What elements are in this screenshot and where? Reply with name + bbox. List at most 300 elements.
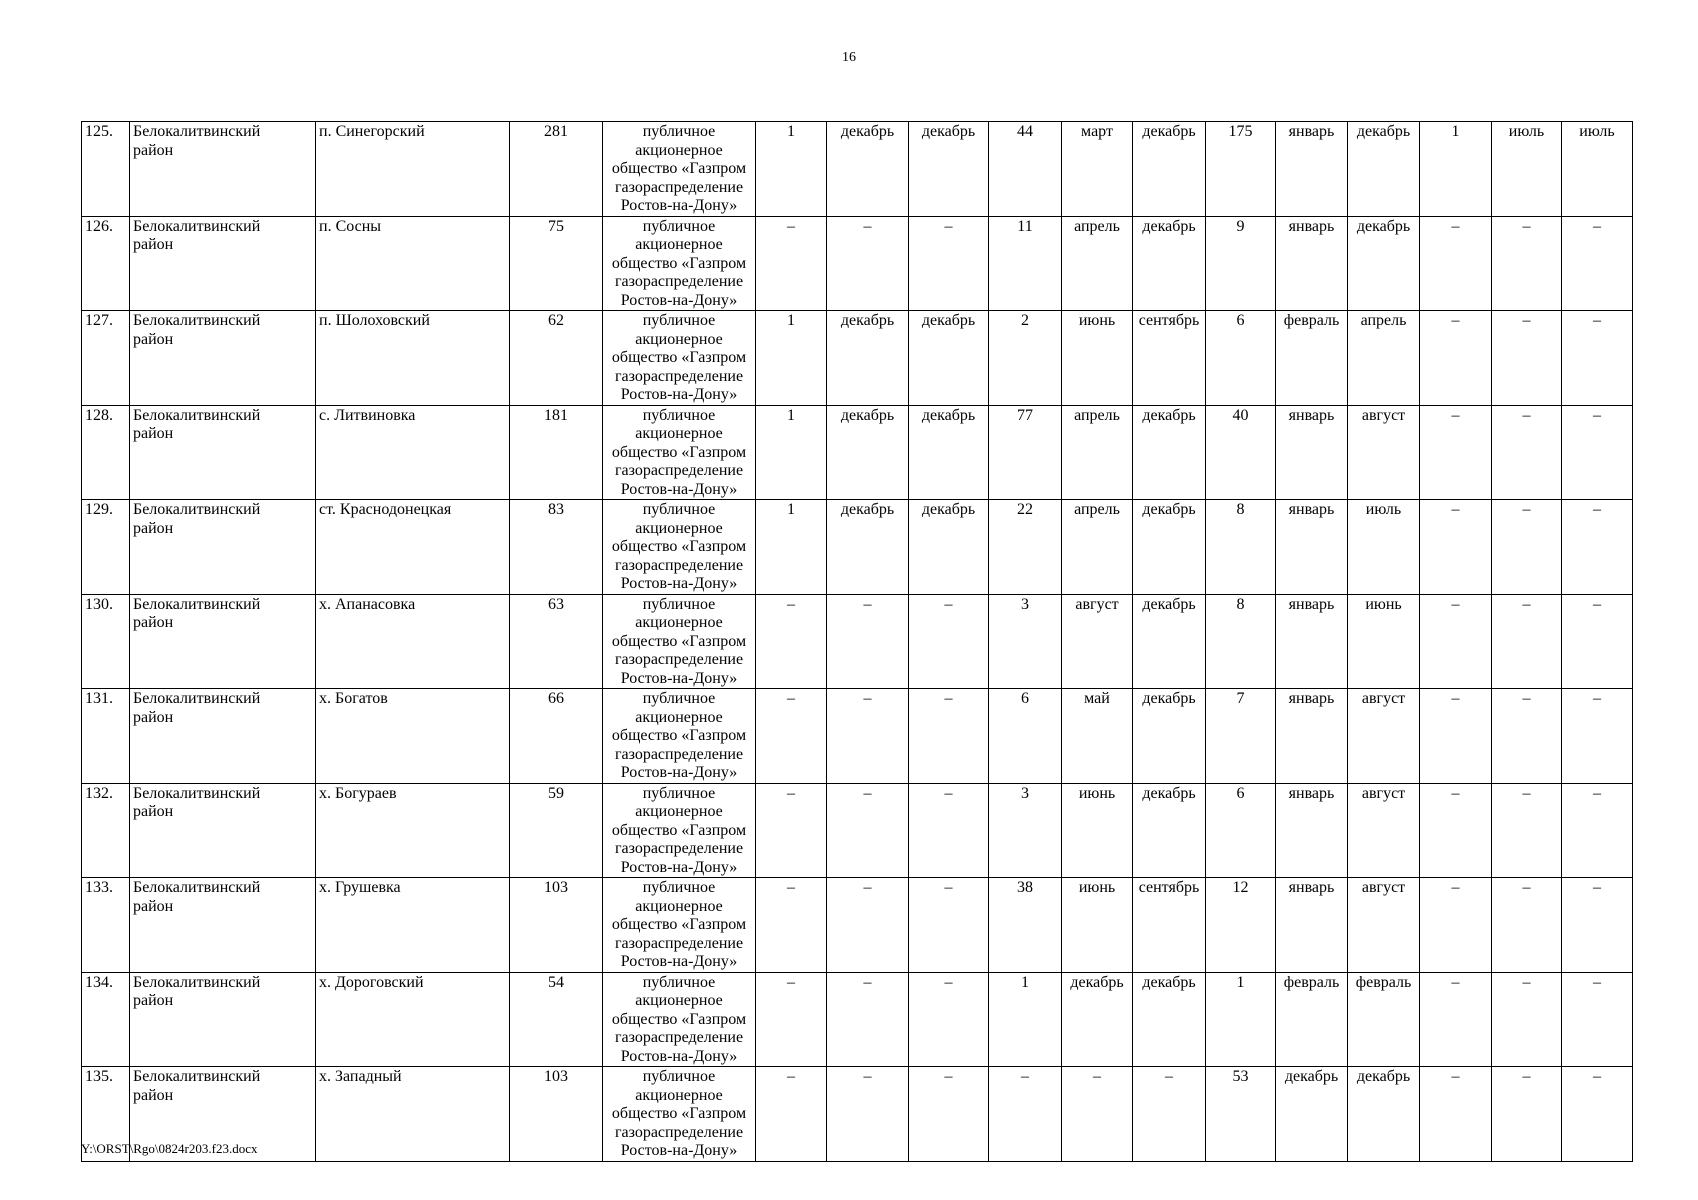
table-row xyxy=(82,500,1633,595)
organization-line: публичное xyxy=(642,595,716,613)
group2-count-cell xyxy=(989,216,1062,311)
group2-count: 38 xyxy=(1017,879,1033,896)
count-cell xyxy=(510,122,603,217)
organization-line: Ростов-на-Дону» xyxy=(620,480,738,498)
group1-end-cell xyxy=(909,405,989,500)
group2-end-month: сентябрь xyxy=(1138,879,1200,896)
group3-end-cell xyxy=(1348,972,1420,1067)
organization-cell xyxy=(603,122,756,217)
locality-name: х. Апанасовка xyxy=(319,595,416,613)
group4-count-cell xyxy=(1420,783,1492,878)
group1-count: 1 xyxy=(787,501,795,518)
group4-end-cell xyxy=(1562,500,1633,595)
group3-start-month: февраль xyxy=(1283,312,1340,329)
organization-line: общество «Газпром xyxy=(611,916,747,933)
group4-start-cell xyxy=(1492,216,1562,311)
organization-line: Ростов-на-Дону» xyxy=(620,386,738,403)
group1-count-cell xyxy=(756,311,827,406)
group4-count-cell xyxy=(1420,405,1492,500)
row-number-cell xyxy=(82,594,130,689)
group2-count: 6 xyxy=(1021,690,1029,707)
group1-start-month: – xyxy=(863,1068,872,1085)
group3-end-month: август xyxy=(1361,406,1406,424)
group2-count: 22 xyxy=(1017,501,1033,518)
organization-line: общество «Газпром xyxy=(611,538,747,555)
group2-end-cell xyxy=(1133,783,1206,878)
row-number-cell xyxy=(82,122,130,217)
table-row xyxy=(82,216,1633,311)
group1-end-cell xyxy=(909,689,989,784)
group4-start-month: – xyxy=(1522,406,1531,424)
group4-end-cell xyxy=(1562,878,1633,973)
row-number: 133. xyxy=(85,879,113,896)
district-suffix: район xyxy=(133,897,174,915)
count-value: 54 xyxy=(548,973,564,991)
group1-count-cell xyxy=(756,405,827,500)
district-cell xyxy=(130,594,316,689)
group4-start-cell xyxy=(1492,122,1562,217)
row-number: 134. xyxy=(85,973,113,991)
organization-cell xyxy=(603,1067,756,1162)
group1-start-month: декабрь xyxy=(840,501,895,518)
group1-end-cell xyxy=(909,311,989,406)
organization-cell xyxy=(603,972,756,1067)
organization-cell xyxy=(603,594,756,689)
group2-end-month: декабрь xyxy=(1142,973,1196,991)
group1-end-month: – xyxy=(944,879,953,896)
count-cell xyxy=(510,972,603,1067)
locality-name: п. Синегорский xyxy=(319,123,425,140)
district-cell xyxy=(130,122,316,217)
table-body xyxy=(82,122,1633,1162)
organization-line: акционерное xyxy=(635,803,723,820)
group2-count-cell xyxy=(989,500,1062,595)
group2-end-cell xyxy=(1133,878,1206,973)
group4-end-cell xyxy=(1562,783,1633,878)
count-value: 62 xyxy=(548,312,564,329)
group3-count: 175 xyxy=(1228,123,1253,140)
group2-count-cell xyxy=(989,1067,1062,1162)
group4-count: 1 xyxy=(1451,123,1460,140)
group1-start-cell xyxy=(827,216,909,311)
group3-end-month: апрель xyxy=(1360,312,1407,329)
group2-end-cell xyxy=(1133,216,1206,311)
group2-end-cell xyxy=(1133,972,1206,1067)
locality-name: ст. Краснодонецкая xyxy=(319,501,452,518)
district-suffix: район xyxy=(133,1086,174,1104)
locality-cell xyxy=(316,122,510,217)
group3-count: 6 xyxy=(1236,784,1245,802)
group4-end-cell xyxy=(1562,972,1633,1067)
group4-count-cell xyxy=(1420,594,1492,689)
locality-name: х. Богураев xyxy=(319,784,397,802)
table-row xyxy=(82,594,1633,689)
group3-end-month: февраль xyxy=(1355,973,1412,991)
organization-line: общество «Газпром xyxy=(611,632,747,650)
organization-line: публичное xyxy=(642,784,716,802)
district-suffix: район xyxy=(133,425,174,442)
count-value: 59 xyxy=(548,784,564,802)
group4-count: – xyxy=(1451,406,1460,424)
group4-count-cell xyxy=(1420,878,1492,973)
group4-start-month: июль xyxy=(1508,123,1545,140)
group4-count-cell xyxy=(1420,689,1492,784)
locality-cell xyxy=(316,689,510,784)
district-name: Белокалитвинский xyxy=(133,595,261,613)
table-row xyxy=(82,689,1633,784)
group4-end-cell xyxy=(1562,311,1633,406)
group4-count: – xyxy=(1451,879,1460,896)
group1-end-month: – xyxy=(944,595,953,613)
group2-start-month: июнь xyxy=(1078,784,1116,802)
group1-count-cell xyxy=(756,878,827,973)
group4-count-cell xyxy=(1420,122,1492,217)
organization-line: газораспределение xyxy=(614,273,744,290)
group2-end-cell xyxy=(1133,122,1206,217)
group2-start-month: июнь xyxy=(1078,312,1116,329)
locality-cell xyxy=(316,783,510,878)
organization-line: газораспределение xyxy=(614,651,744,668)
organization-line: публичное xyxy=(642,879,716,896)
organization-line: акционерное xyxy=(635,897,723,915)
organization-line: общество «Газпром xyxy=(611,1010,747,1028)
group4-start-month: – xyxy=(1522,690,1531,707)
group3-end-month: август xyxy=(1361,690,1406,707)
group1-end-cell xyxy=(909,1067,989,1162)
district-name: Белокалитвинский xyxy=(133,1068,261,1085)
organization-line: публичное xyxy=(642,406,716,424)
table-row xyxy=(82,878,1633,973)
organization-line: Ростов-на-Дону» xyxy=(620,764,738,781)
district-suffix: район xyxy=(133,992,174,1009)
group1-end-month: – xyxy=(944,690,953,707)
organization-line: публичное xyxy=(642,690,716,707)
group4-start-month: – xyxy=(1522,217,1531,235)
group3-end-cell xyxy=(1348,405,1420,500)
group3-count-cell xyxy=(1206,972,1276,1067)
group2-start-month: май xyxy=(1084,690,1110,707)
group1-start-cell xyxy=(827,122,909,217)
district-name: Белокалитвинский xyxy=(133,973,261,991)
organization-cell xyxy=(603,689,756,784)
group2-count: 3 xyxy=(1021,595,1029,613)
group2-start-cell xyxy=(1062,311,1133,406)
group1-count-cell xyxy=(756,783,827,878)
group1-end-month: декабрь xyxy=(921,406,976,424)
group1-start-month: декабрь xyxy=(840,312,895,329)
district-suffix: район xyxy=(133,236,174,253)
district-cell xyxy=(130,405,316,500)
group3-end-cell xyxy=(1348,783,1420,878)
table-row xyxy=(82,122,1633,217)
organization-line: газораспределение xyxy=(614,934,744,952)
row-number: 132. xyxy=(85,784,113,802)
group4-count-cell xyxy=(1420,311,1492,406)
organization-line: Ростов-на-Дону» xyxy=(620,291,738,309)
group4-end-cell xyxy=(1562,122,1633,217)
page-number: 16 xyxy=(842,50,856,65)
group1-count-cell xyxy=(756,594,827,689)
group4-start-month: – xyxy=(1522,973,1531,991)
group3-count-cell xyxy=(1206,216,1276,311)
group1-end-cell xyxy=(909,783,989,878)
group4-start-cell xyxy=(1492,878,1562,973)
group4-end-cell xyxy=(1562,689,1633,784)
group1-end-month: – xyxy=(944,973,953,991)
row-number-cell xyxy=(82,405,130,500)
group4-count: – xyxy=(1451,784,1460,802)
group4-start-cell xyxy=(1492,1067,1562,1162)
group4-end-month: – xyxy=(1593,973,1601,991)
count-cell xyxy=(510,1067,603,1162)
row-number: 128. xyxy=(85,406,113,424)
group3-start-cell xyxy=(1276,594,1348,689)
locality-cell xyxy=(316,594,510,689)
group2-start-cell xyxy=(1062,500,1133,595)
group1-count-cell xyxy=(756,1067,827,1162)
organization-line: газораспределение xyxy=(614,1123,744,1141)
group2-count: 2 xyxy=(1021,312,1029,329)
group4-end-cell xyxy=(1562,405,1633,500)
count-value: 63 xyxy=(548,595,564,613)
group3-count: 40 xyxy=(1232,406,1249,424)
count-cell xyxy=(510,500,603,595)
organization-line: публичное xyxy=(642,312,716,329)
locality-name: х. Западный xyxy=(319,1068,402,1085)
group2-start-cell xyxy=(1062,783,1133,878)
group4-start-cell xyxy=(1492,783,1562,878)
organization-line: акционерное xyxy=(635,992,723,1009)
group1-count: – xyxy=(787,973,795,991)
row-number-cell xyxy=(82,500,130,595)
group4-count-cell xyxy=(1420,216,1492,311)
locality-name: с. Литвиновка xyxy=(319,406,416,424)
organization-line: Ростов-на-Дону» xyxy=(620,953,738,970)
group2-start-month: апрель xyxy=(1074,406,1120,424)
group4-end-cell xyxy=(1562,594,1633,689)
organization-line: публичное xyxy=(642,123,716,140)
group2-count: – xyxy=(1021,1068,1029,1085)
group3-count: 8 xyxy=(1236,501,1245,518)
group1-end-cell xyxy=(909,500,989,595)
district-cell xyxy=(130,972,316,1067)
count-value: 75 xyxy=(548,217,564,235)
organization-line: акционерное xyxy=(635,236,723,253)
group4-end-month: – xyxy=(1593,217,1601,235)
group2-end-cell xyxy=(1133,405,1206,500)
group1-start-cell xyxy=(827,1067,909,1162)
group1-count-cell xyxy=(756,972,827,1067)
group1-start-cell xyxy=(827,878,909,973)
count-value: 66 xyxy=(548,690,564,707)
group2-count-cell xyxy=(989,405,1062,500)
group1-start-month: – xyxy=(863,690,872,707)
group1-start-cell xyxy=(827,405,909,500)
group2-start-cell xyxy=(1062,122,1133,217)
district-name: Белокалитвинский xyxy=(133,406,261,424)
group1-count: 1 xyxy=(787,406,795,424)
organization-line: Ростов-на-Дону» xyxy=(620,197,738,214)
group1-start-cell xyxy=(827,594,909,689)
group1-start-cell xyxy=(827,972,909,1067)
group4-count-cell xyxy=(1420,1067,1492,1162)
group3-count-cell xyxy=(1206,311,1276,406)
table-row xyxy=(82,783,1633,878)
group1-start-month: – xyxy=(863,784,872,802)
group2-end-month: декабрь xyxy=(1142,217,1196,235)
group2-end-month: декабрь xyxy=(1142,406,1196,424)
group3-count-cell xyxy=(1206,783,1276,878)
group2-end-cell xyxy=(1133,500,1206,595)
group4-count-cell xyxy=(1420,500,1492,595)
district-suffix: район xyxy=(133,803,174,820)
group3-end-cell xyxy=(1348,594,1420,689)
group1-end-month: – xyxy=(944,217,953,235)
group3-end-cell xyxy=(1348,216,1420,311)
organization-line: общество «Газпром xyxy=(611,443,747,461)
count-value: 281 xyxy=(544,123,568,140)
group1-count: 1 xyxy=(787,312,795,329)
count-cell xyxy=(510,216,603,311)
row-number: 130. xyxy=(85,595,113,613)
group4-end-month: – xyxy=(1593,312,1601,329)
group1-end-cell xyxy=(909,972,989,1067)
group4-count: – xyxy=(1451,595,1460,613)
group3-end-month: декабрь xyxy=(1356,123,1411,140)
count-cell xyxy=(510,311,603,406)
locality-cell xyxy=(316,311,510,406)
group1-count-cell xyxy=(756,500,827,595)
count-cell xyxy=(510,878,603,973)
organization-line: общество «Газпром xyxy=(611,349,747,366)
group4-end-month: – xyxy=(1593,501,1601,518)
group1-start-cell xyxy=(827,689,909,784)
row-number-cell xyxy=(82,311,130,406)
group3-count: 12 xyxy=(1232,879,1249,896)
district-suffix: район xyxy=(133,708,174,726)
group4-end-cell xyxy=(1562,1067,1633,1162)
group3-start-month: декабрь xyxy=(1284,1068,1339,1085)
locality-name: п. Сосны xyxy=(319,217,382,235)
group3-count: 7 xyxy=(1236,690,1245,707)
district-cell xyxy=(130,216,316,311)
district-name: Белокалитвинский xyxy=(133,501,261,518)
group1-end-cell xyxy=(909,122,989,217)
district-suffix: район xyxy=(133,519,174,537)
locality-cell xyxy=(316,1067,510,1162)
group3-end-cell xyxy=(1348,500,1420,595)
group2-end-cell xyxy=(1133,311,1206,406)
group4-start-cell xyxy=(1492,972,1562,1067)
group1-end-cell xyxy=(909,878,989,973)
group3-end-month: июль xyxy=(1365,501,1402,518)
group2-count: 1 xyxy=(1021,973,1029,991)
group3-start-month: январь xyxy=(1288,690,1335,707)
organization-line: общество «Газпром xyxy=(611,727,747,744)
group3-end-month: июнь xyxy=(1365,595,1402,613)
group4-end-month: июль xyxy=(1579,123,1615,140)
group3-count: 8 xyxy=(1236,595,1245,613)
row-number-cell xyxy=(82,216,130,311)
district-cell xyxy=(130,878,316,973)
row-number: 127. xyxy=(85,312,113,329)
locality-name: х. Дороговский xyxy=(319,973,424,991)
group2-start-month: апрель xyxy=(1074,217,1120,235)
group1-count: 1 xyxy=(787,123,795,140)
group1-count: – xyxy=(787,1068,795,1085)
group4-count: – xyxy=(1451,312,1460,329)
group2-count-cell xyxy=(989,689,1062,784)
group3-start-month: январь xyxy=(1288,879,1335,896)
count-cell xyxy=(510,594,603,689)
group2-count-cell xyxy=(989,594,1062,689)
group2-start-month: март xyxy=(1081,123,1113,140)
group2-start-cell xyxy=(1062,878,1133,973)
district-suffix: район xyxy=(133,141,174,159)
group4-count: – xyxy=(1451,690,1460,707)
group3-start-cell xyxy=(1276,311,1348,406)
organization-line: газораспределение xyxy=(614,1029,744,1046)
group3-count-cell xyxy=(1206,405,1276,500)
group3-count-cell xyxy=(1206,500,1276,595)
organization-line: акционерное xyxy=(635,330,723,348)
group2-end-month: декабрь xyxy=(1142,123,1196,140)
group2-start-month: декабрь xyxy=(1070,973,1124,991)
group1-end-cell xyxy=(909,594,989,689)
organization-line: Ростов-на-Дону» xyxy=(620,669,738,687)
organization-line: газораспределение xyxy=(614,840,744,857)
organization-cell xyxy=(603,500,756,595)
district-name: Белокалитвинский xyxy=(133,690,261,707)
organization-line: публичное xyxy=(642,973,716,991)
district-cell xyxy=(130,783,316,878)
group2-count-cell xyxy=(989,783,1062,878)
locality-cell xyxy=(316,500,510,595)
group2-count-cell xyxy=(989,311,1062,406)
count-value: 181 xyxy=(544,406,568,424)
group1-count-cell xyxy=(756,689,827,784)
locality-name: х. Богатов xyxy=(319,690,388,707)
group4-start-cell xyxy=(1492,594,1562,689)
district-name: Белокалитвинский xyxy=(133,312,261,329)
group3-end-month: август xyxy=(1361,879,1406,896)
organization-line: акционерное xyxy=(635,141,723,159)
count-value: 83 xyxy=(548,501,564,518)
group4-start-month: – xyxy=(1522,784,1531,802)
organization-line: общество «Газпром xyxy=(611,254,747,272)
group4-end-month: – xyxy=(1593,879,1601,896)
row-number-cell xyxy=(82,783,130,878)
group1-count: – xyxy=(787,784,795,802)
group4-count: – xyxy=(1451,973,1460,991)
group1-count-cell xyxy=(756,122,827,217)
district-cell xyxy=(130,689,316,784)
group4-start-cell xyxy=(1492,689,1562,784)
organization-cell xyxy=(603,405,756,500)
organization-line: публичное xyxy=(642,1068,716,1085)
group2-count: 11 xyxy=(1017,217,1033,235)
group1-start-month: – xyxy=(863,879,872,896)
organization-line: газораспределение xyxy=(614,178,744,196)
group1-start-month: – xyxy=(863,217,872,235)
group2-end-month: – xyxy=(1165,1068,1173,1085)
group4-end-cell xyxy=(1562,216,1633,311)
group3-start-month: январь xyxy=(1288,501,1335,518)
group3-count-cell xyxy=(1206,1067,1276,1162)
group2-end-month: декабрь xyxy=(1142,595,1196,613)
group4-start-month: – xyxy=(1522,879,1531,896)
row-number-cell xyxy=(82,689,130,784)
